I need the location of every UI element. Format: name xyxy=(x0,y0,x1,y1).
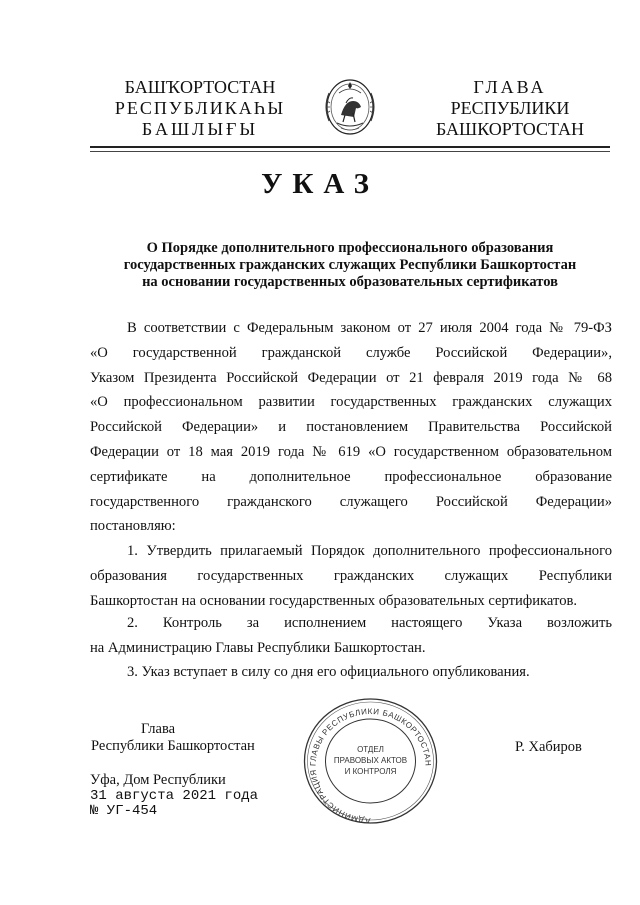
stamp-ring-text: АДМИНИСТРАЦИЯ ГЛАВЫ РЕСПУБЛИКИ БАШКОРТОСТАН xyxy=(308,706,433,826)
item2-line-2: на Администрацию Главы Республики Башкортостан. xyxy=(90,639,426,656)
item1-line-1: 1. Утвердить прилагаемый Порядок дополнительного профессионального xyxy=(127,543,612,559)
decree-number: № УГ-454 xyxy=(90,803,158,819)
header-divider-thick xyxy=(90,146,610,148)
preamble-line-2: «О государственной гражданской службе Российской Федерации», xyxy=(90,344,612,361)
stamp-center-line-1: ОТДЕЛ xyxy=(357,745,384,754)
coat-of-arms-emblem xyxy=(319,73,381,139)
preamble-line-6: Федерации от 18 мая 2019 года № 619 «О государственном образовательном xyxy=(90,443,612,460)
header-left-line-3: БАШЛЫҒЫ xyxy=(141,119,259,139)
title-line-3: на основании государственных образовательных сертификатов xyxy=(142,274,558,290)
preamble-line-5: Российской Федерации» и постановлением Правительства Российской xyxy=(90,419,612,436)
header-right-line-1: ГЛАВА xyxy=(473,77,547,97)
preamble-line-1: В соответствии с Федеральным законом от 27 июля 2004 года № 79-ФЗ xyxy=(127,320,612,336)
decree-item-2 xyxy=(90,611,612,661)
preamble-line-9: постановляю: xyxy=(90,518,176,535)
preamble-line-8: государственного гражданского служащего Российской Федерации» xyxy=(90,493,612,510)
title-line-1: О Порядке дополнительного профессионального образования xyxy=(146,240,554,256)
decree-item-3 xyxy=(90,660,612,685)
preamble-line-3: Указом Президента Российской Федерации от 21 февраля 2019 года № 68 xyxy=(90,369,612,386)
item2-line-1: 2. Контроль за исполнением настоящего Указа возложить xyxy=(127,615,612,631)
issue-place: Уфа, Дом Республики xyxy=(90,772,226,788)
preamble-line-4: «О профессиональном развитии государственных гражданских служащих xyxy=(90,394,612,411)
decree-title xyxy=(95,240,605,291)
header-right-line-3: БАШКОРТОСТАН xyxy=(435,119,585,139)
preamble-paragraph xyxy=(90,316,612,539)
stamp-center-line-2: ПРАВОВЫХ АКТОВ xyxy=(333,756,408,765)
decree-item-1 xyxy=(90,539,612,613)
official-stamp xyxy=(298,696,443,826)
header-right-line-2: РЕСПУБЛИКИ xyxy=(450,98,570,118)
item1-line-3: Башкортостан на основании государственных образовательных сертификатов. xyxy=(90,592,578,609)
header-bashkir-title xyxy=(95,77,305,140)
signatory-name: Р. Хабиров xyxy=(515,739,582,755)
item3-line-1: 3. Указ вступает в силу со дня его официального опубликования. xyxy=(127,664,530,680)
title-line-2: государственных гражданских служащих Республики Башкортостан xyxy=(123,257,577,273)
item1-line-2: образования государственных гражданских служащих Республики xyxy=(90,567,612,584)
header-russian-title xyxy=(410,77,610,140)
preamble-line-7: сертификате на дополнительное профессиональное образование xyxy=(90,468,612,485)
header-left-line-2: РЕСПУБЛИКАҺЫ xyxy=(114,98,286,118)
signatory-position-line-2: Республики Башкортостан xyxy=(91,738,255,754)
document-type-heading: УКАЗ xyxy=(261,168,379,200)
header-left-line-1: БАШҠОРТОСТАН xyxy=(124,77,276,97)
issue-date: 31 августа 2021 года xyxy=(90,788,259,804)
signatory-position-line-1: Глава xyxy=(141,721,176,737)
stamp-center-line-3: И КОНТРОЛЯ xyxy=(344,767,397,776)
header-divider-thin xyxy=(90,151,610,152)
